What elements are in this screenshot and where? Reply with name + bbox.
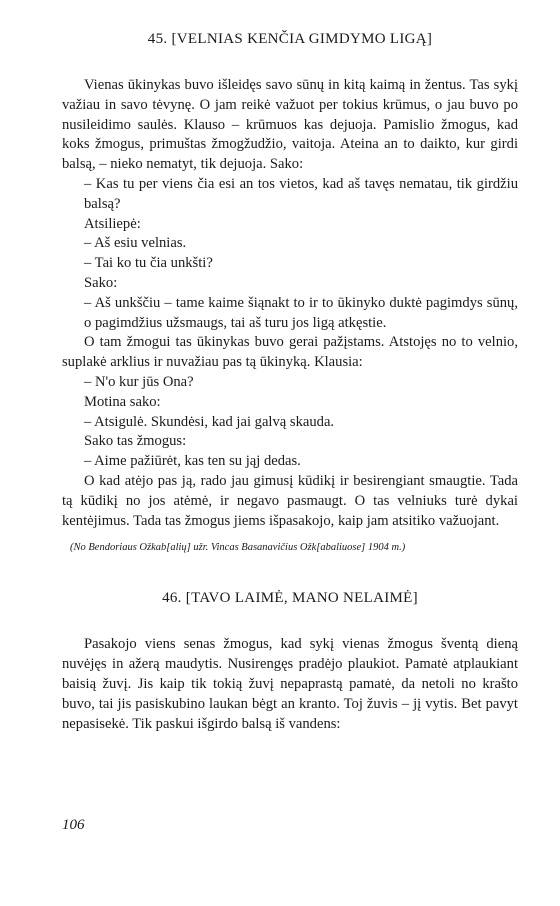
paragraph: O tam žmogui tas ūkinykas buvo gerai pažįstams. Atstojęs no to velnio, suplakė arklius ir nuvažiau pas tą ūkinyką. Klausia: [62,334,518,371]
book-page [62,30,518,734]
dialogue-line: Sako tas žmogus: [84,433,187,450]
dialogue-line: – Aš unkščiu – tame kaime šiąnakt to ir to ūkinyko duktė pagimdys sūnų, o pagimdžius užsmaugs, tai aš turu jos ligą atkęstie. [84,294,518,331]
story-46-body [62,635,518,734]
source-note: (No Bendoriaus Ožkab[alių] užr. Vincas Basanavičius Ožk[abaliuose] 1904 m.) [70,542,406,554]
dialogue-line: – Kas tu per viens čia esi an tos vietos, kad aš tavęs nematau, tik girdžiu balsą? [84,175,518,212]
dialogue-line: – Tai ko tu čia unkšti? [84,255,213,272]
story-45-body [62,76,518,531]
dialogue-line: Motina sako: [84,393,161,410]
dialogue-line: – Aime pažiūrėt, kas ten su jąj dedas. [84,453,301,470]
paragraph: Vienas ūkinykas buvo išleidęs savo sūnų in kitą kaimą in žentus. Tas sykį važiau in savo tėvynę. O jam reikė važuot per tokius krūmus, o jau buvo po nusileidimo saulės. Klauso – krūmuos kas dejuoja. Pamislio žmogus, kad koks žmogus, primuštas žmogžudžio, vaitoja. Ateina an to daikto, kur girdi balsą, – nieko nematyt, tik dejuoja. Sako: [62,77,518,173]
story-45-title: 45. [VELNIAS KENČIA GIMDYMO LIGĄ] [147,31,433,47]
dialogue-line: – Atsigulė. Skundėsi, kad jai galvą skauda. [84,413,335,430]
dialogue-line: Sako: [84,274,118,291]
paragraph: Pasakojo viens senas žmogus, kad sykį vienas žmogus šventą dieną nuvėjęs in ažerą maudytis. Nusirengęs pradėjo plaukiot. Pamatė atplaukiant baisią žuvį. Jis kaip tik tokią žuvį nepaprastą pamatė, da netoli no krašto buvo, tai jis pasiskubino laukan bėgt an kranto. Toj žuvis – jį vytis. Bet pavyt nepasisekė. Tik paskui išgirdo balsą iš vandens: [62,636,518,732]
dialogue-line: – N'o kur jūs Ona? [84,373,194,390]
dialogue-line: – Aš esiu velnias. [84,235,187,252]
paragraph: O kad atėjo pas ją, rado jau gimusį kūdikį ir besirengiant smaugtie. Tada tą kūdikį no jos atėmė, ir negavo pasmaugt. O tas velniuks turė dykai kentėjimus. Tada tas žmogus jiems išpasakojo, kaip jam atsitiko važuojant. [62,472,518,529]
page-number: 106 [62,817,85,833]
story-46-title: 46. [TAVO LAIMĖ, MANO NELAIMĖ] [162,590,418,607]
dialogue-line: Atsiliepė: [84,215,141,232]
